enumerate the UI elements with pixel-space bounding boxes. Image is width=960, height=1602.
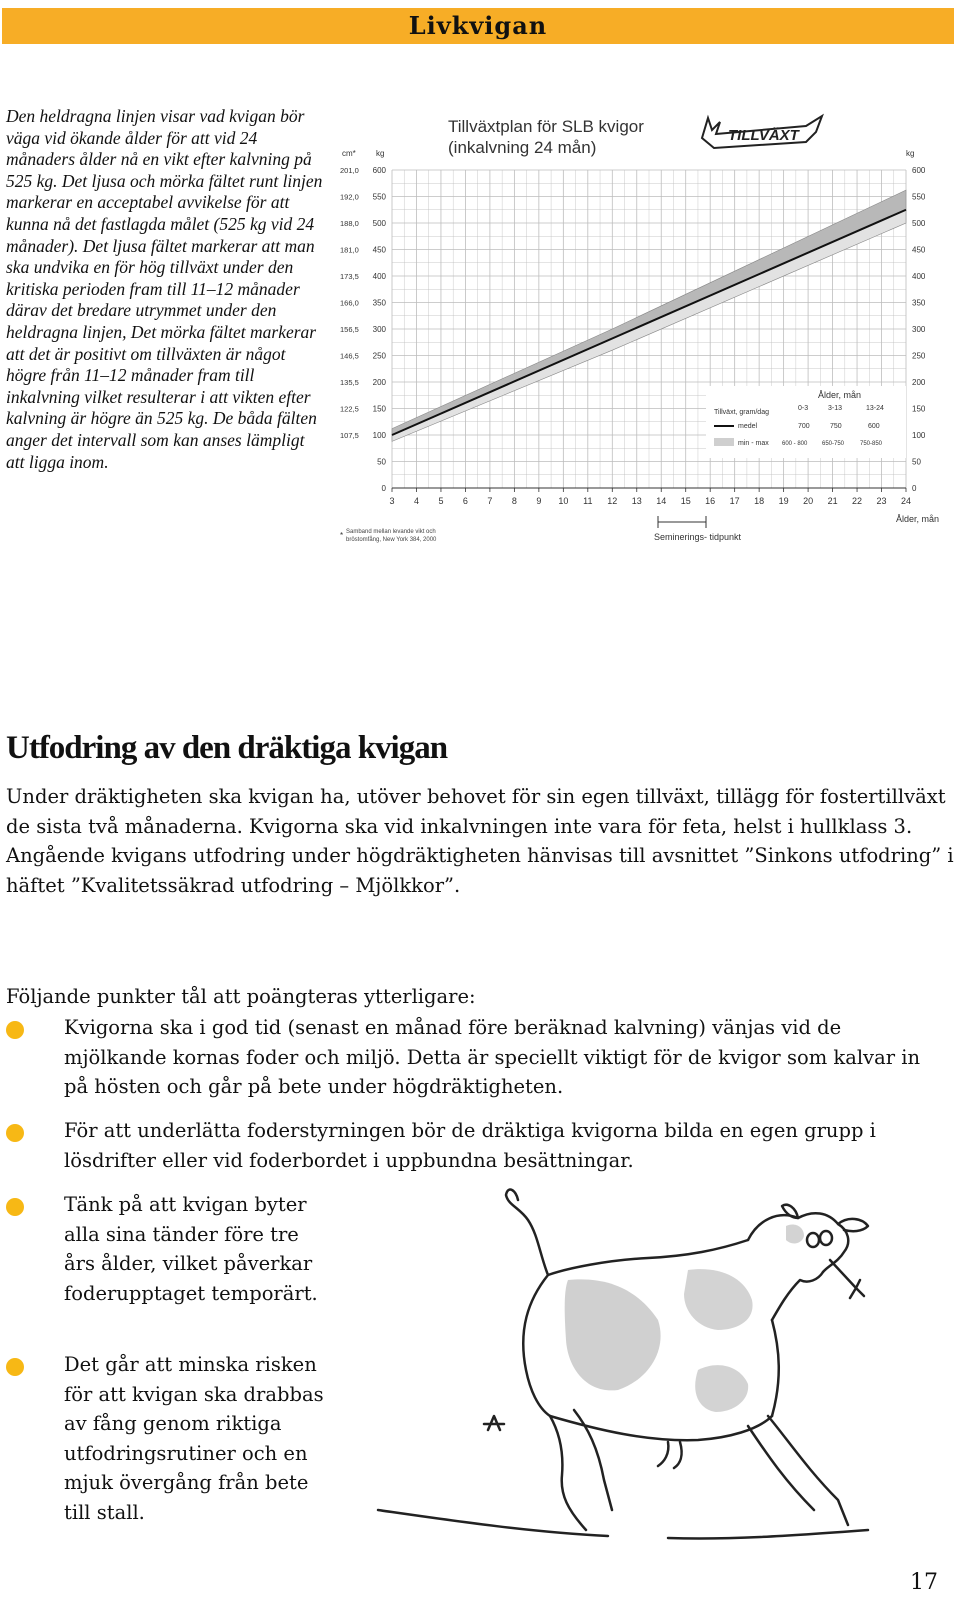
growth-chart-svg	[336, 108, 954, 576]
y-tick-label-left: 0	[381, 484, 386, 493]
x-tick-label: 13	[631, 496, 642, 506]
footnote-box	[346, 528, 466, 552]
annotation-text: Seminerings- tidpunkt	[654, 532, 742, 542]
cow-illustration	[368, 1180, 908, 1560]
x-tick-label: 10	[558, 496, 569, 506]
y-axis-label-kg: kg	[376, 149, 385, 158]
chart-subtitle: (inkalvning 24 mån)	[448, 138, 597, 157]
bullet-dot	[6, 1021, 24, 1039]
y-tick-label-left: 300	[372, 325, 386, 334]
cm-tick-label: 122,5	[340, 404, 359, 414]
bullet-dot	[6, 1358, 24, 1376]
x-tick-label: 22	[852, 496, 863, 506]
legend-row-2-name: min - max	[738, 440, 769, 447]
y-tick-label-right: 450	[912, 245, 926, 255]
y-tick-label-right: 600	[912, 166, 926, 175]
x-tick-label: 11	[583, 496, 593, 506]
list-item-text: Det går att minska risken för att kvigan ska drabbas av fång genom riktiga utfodringsrutiner och en mjuk övergång från bete till stall.	[64, 1353, 324, 1524]
insemination-annotation	[654, 516, 742, 542]
x-tick-label: 19	[778, 496, 789, 506]
paragraph-points-intro: Följande punkter tål att poängteras ytterligare:	[6, 985, 476, 1008]
paragraph-pregnancy: Under dräktigheten ska kvigan ha, utöver behovet för sin egen tillväxt, tillägg för fostertillväxt de sista två månaderna. Kvigorna ska vid inkalvningen inte vara för feta, helst i hullklass 3. Angående kvigans utfodring under högdräktigheten hänvisas till avsnittet ”Sinkons utfodring” i häftet ”Kvalitetssäkrad utfodring – Mjölkkor”.	[6, 785, 954, 897]
growth-chart	[336, 108, 954, 576]
x-tick-label: 21	[827, 496, 838, 506]
y-tick-label-left: 550	[372, 192, 386, 202]
chart-caption: Den heldragna linjen visar vad kvigan bör väga vid ökande ålder för att vid 24 månaders ålder nå en vikt efter kalvning på 525 kg. Det ljusa och mörka fältet runt linjen markerar en acceptabel avvikelse för att kunna nå det fastlagda målet (525 kg vid 24 månader). Det ljusa fältet markerar att man ska undvika en för hög tillväxt under den kritiska perioden fram till 11–12 månader därav det bredare utrymmet under den heldragna linjen, Det mörka fältet markerar att det är positivt om tillväxten är något högre från 11–12 månader fram till inkalvning vilket resulterar i att vikten efter kalvning är högre än 525 kg. De båda fälten anger det intervall som kan anses lämpligt att ligga inom.	[6, 106, 323, 472]
y-tick-label-left: 350	[372, 298, 386, 308]
y-tick-label-left: 600	[372, 166, 386, 175]
x-tick-label: 8	[511, 496, 517, 506]
bullet-dot	[6, 1198, 24, 1216]
x-tick-label: 17	[729, 496, 740, 506]
bullet-dot	[6, 1124, 24, 1142]
cm-tick-label: 173,5	[340, 272, 359, 281]
x-tick-label: 20	[803, 496, 814, 506]
x-axis-label: Ålder, mån	[896, 514, 940, 524]
y-tick-label-right: 150	[912, 404, 926, 414]
legend-label: Tillväxt, gram/dag	[714, 409, 769, 416]
y-axis-label-right: kg	[906, 149, 915, 158]
y-tick-label-right: 350	[912, 298, 926, 308]
cm-tick-label: 107,5	[340, 431, 359, 440]
x-tick-label: 16	[705, 496, 716, 506]
cm-tick-label: 188,0	[340, 219, 359, 228]
y-tick-label-right: 550	[912, 192, 926, 202]
legend-row-1-name: medel	[738, 423, 758, 430]
y-tick-label-left: 500	[372, 219, 386, 228]
section-banner	[2, 8, 954, 44]
y-tick-label-left: 50	[377, 457, 386, 467]
banner-title: Livkvigan	[408, 11, 548, 40]
x-tick-label: 9	[536, 496, 542, 506]
legend-row-2-val-2: 650-750	[822, 441, 845, 447]
chart-footnote: Samband mellan levande vikt och bröstomfång, New York 384, 2000	[346, 529, 437, 543]
x-tick-label: 7	[487, 496, 493, 506]
x-tick-label: 5	[438, 496, 444, 506]
tillvaxt-logo	[702, 116, 822, 148]
x-tick-label: 12	[607, 496, 618, 506]
legend-row-2-val-3: 750-850	[860, 441, 883, 447]
footnote-marker: *	[340, 531, 344, 540]
cm-tick-label: 156,5	[340, 325, 359, 334]
y-tick-label-right: 0	[912, 484, 917, 493]
x-tick-label: 23	[876, 496, 887, 506]
list-item-text: Kvigorna ska i god tid (senast en månad före beräknad kalvning) vänjas vid de mjölkande kornas foder och miljö. Detta är speciellt viktigt för de kvigor som kalvar in på hösten och går på bete under högdräktigheten.	[64, 1016, 921, 1098]
logo-text: TILLVÄXT	[728, 127, 799, 144]
legend-row-1-val-2: 750	[830, 423, 842, 430]
cm-tick-label: 166,0	[340, 298, 359, 308]
legend-col-3: 13-24	[866, 405, 884, 412]
x-tick-label: 15	[680, 496, 691, 506]
cm-tick-label: 181,0	[340, 245, 359, 255]
y-tick-label-left: 450	[372, 245, 386, 255]
cm-tick-label: 135,5	[340, 378, 359, 387]
cm-tick-label: 146,5	[340, 351, 359, 361]
y-tick-label-left: 100	[372, 431, 386, 440]
x-tick-label: 3	[389, 496, 395, 506]
y-tick-label-right: 200	[912, 378, 926, 387]
x-tick-label: 4	[413, 496, 419, 506]
cm-tick-label: 201,0	[340, 166, 359, 175]
x-tick-label: 24	[900, 496, 912, 506]
y-tick-label-left: 200	[372, 378, 386, 387]
x-tick-label: 18	[754, 496, 765, 506]
list-item-text: För att underlätta foderstyrningen bör de dräktiga kvigorna bilda en egen grupp i lösdrifter eller vid foderbordet i uppbundna besättningar.	[64, 1119, 876, 1172]
y-tick-label-right: 50	[912, 457, 921, 467]
legend-col-1: 0-3	[798, 405, 809, 412]
chart-title: Tillväxtplan för SLB kvigor	[448, 117, 644, 136]
y-tick-label-left: 400	[372, 272, 386, 281]
legend-swatch-range	[714, 438, 734, 446]
y-tick-label-right: 400	[912, 272, 926, 281]
legend-col-2: 3-13	[828, 405, 843, 412]
legend-row-2-val-1: 600 - 800	[782, 441, 808, 447]
chart-legend	[706, 386, 906, 458]
page-number: 17	[910, 1570, 938, 1595]
y-axis-label-cm: cm*	[342, 149, 356, 158]
y-tick-label-left: 150	[372, 404, 386, 414]
section-heading: Utfodring av den dräktiga kvigan	[6, 730, 448, 766]
y-tick-label-right: 100	[912, 431, 926, 440]
cm-tick-label: 192,0	[340, 192, 359, 202]
y-tick-label-right: 300	[912, 325, 926, 334]
legend-row-1-val-3: 600	[868, 423, 880, 430]
list-item-text: Tänk på att kvigan byter alla sina tänder före tre års ålder, vilket påverkar foderupptaget temporärt.	[64, 1193, 318, 1305]
y-tick-label-left: 250	[372, 351, 386, 361]
x-tick-label: 14	[656, 496, 667, 506]
legend-header: Ålder, mån	[818, 390, 862, 400]
x-tick-label: 6	[462, 496, 468, 506]
legend-row-1-val-1: 700	[798, 423, 810, 430]
y-tick-label-right: 250	[912, 351, 926, 361]
y-tick-label-right: 500	[912, 219, 926, 228]
